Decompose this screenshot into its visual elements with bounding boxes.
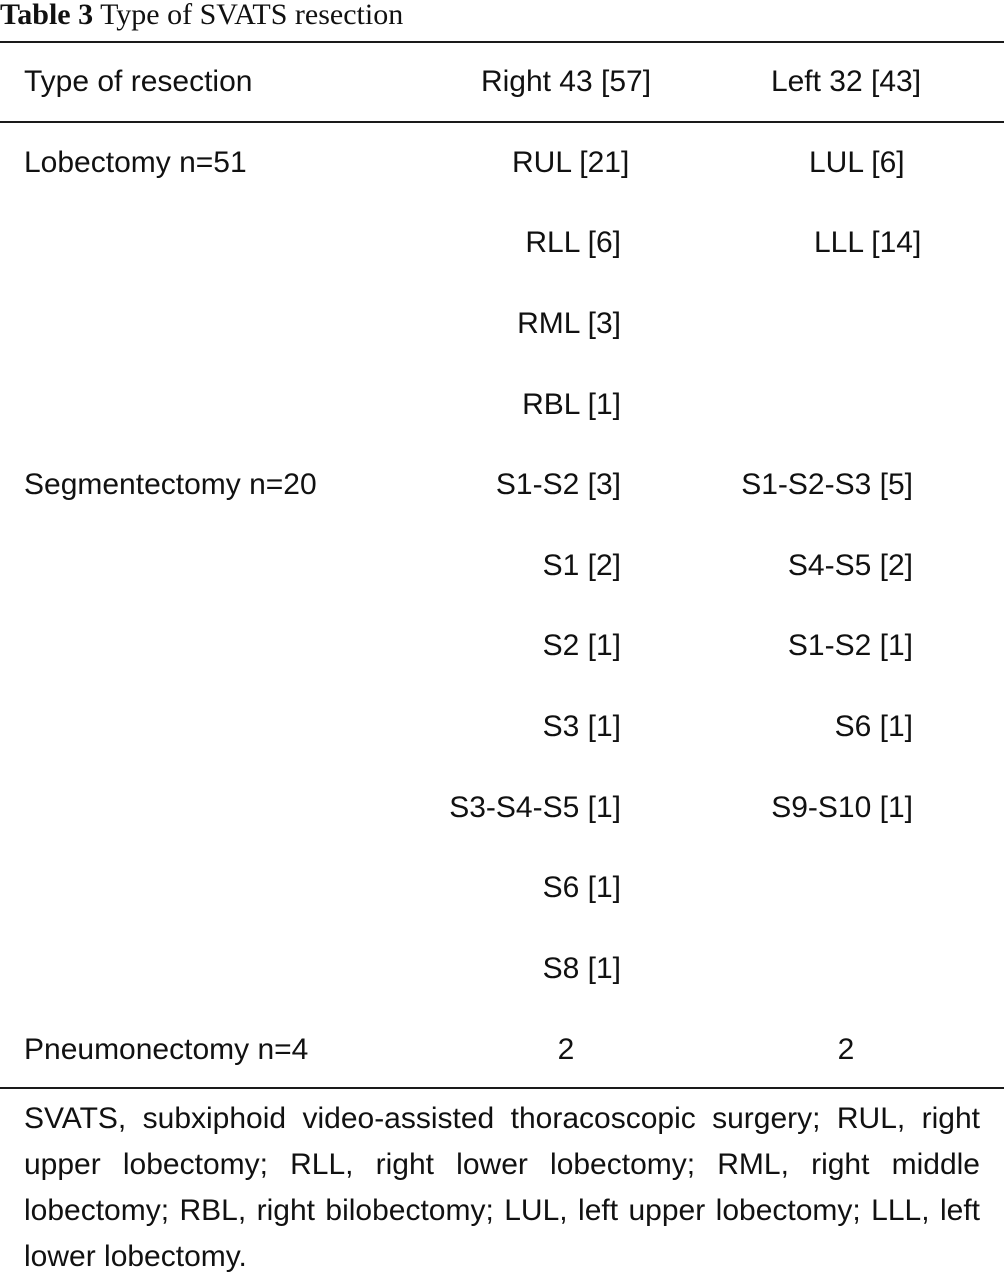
table-top-rule — [0, 41, 1004, 43]
table-title: Type of SVATS resection — [100, 0, 404, 31]
table-row-right: RML [3] — [517, 307, 621, 340]
table-row-right: S8 [1] — [542, 952, 621, 985]
table-row-left: 2 — [837, 1033, 855, 1066]
table-row-left: S1-S2 [1] — [787, 629, 913, 662]
table-row-left: LLL [14] — [814, 226, 922, 259]
table-row-right: RBL [1] — [522, 388, 621, 421]
table-row-left: S1-S2-S3 [5] — [741, 468, 913, 501]
table-row-right: S1 [2] — [542, 549, 621, 582]
header-right: Right 43 [57] — [480, 65, 652, 98]
header-type-of-resection: Type of resection — [24, 65, 253, 98]
table-row-right: S6 [1] — [542, 871, 621, 904]
table-row-right: S1-S2 [3] — [495, 468, 621, 501]
table-header-rule — [0, 121, 1004, 123]
header-left: Left 32 [43] — [770, 65, 922, 98]
table-row-type: Pneumonectomy n=4 — [24, 1033, 309, 1066]
table-row-right: S2 [1] — [542, 629, 621, 662]
table-row-left: S6 [1] — [834, 710, 913, 743]
table-caption — [0, 0, 403, 40]
table-row-type: Lobectomy n=51 — [24, 146, 247, 179]
table-row-left: S9-S10 [1] — [771, 791, 913, 824]
table-number: Table 3 — [0, 0, 94, 31]
table-row-left: S4-S5 [2] — [787, 549, 913, 582]
table-bottom-rule — [0, 1087, 1004, 1089]
table-row-right: RLL [6] — [525, 226, 621, 259]
table-footnote: SVATS, subxiphoid video-assisted thoracoscopic surgery; RUL, right upper lobectomy; RLL, right lower lobectomy; RML, right middle lobectomy; RBL, right bilobectomy; LUL, left upper lobectomy; LLL, left lower lobectomy. — [24, 1102, 980, 1273]
table-row-right: S3-S4-S5 [1] — [449, 791, 621, 824]
table-row-type: Segmentectomy n=20 — [24, 468, 317, 501]
table-row-left: LUL [6] — [809, 146, 905, 179]
table-row-right: S3 [1] — [542, 710, 621, 743]
table-row-right: 2 — [557, 1033, 575, 1066]
table-row-right: RUL [21] — [512, 146, 630, 179]
